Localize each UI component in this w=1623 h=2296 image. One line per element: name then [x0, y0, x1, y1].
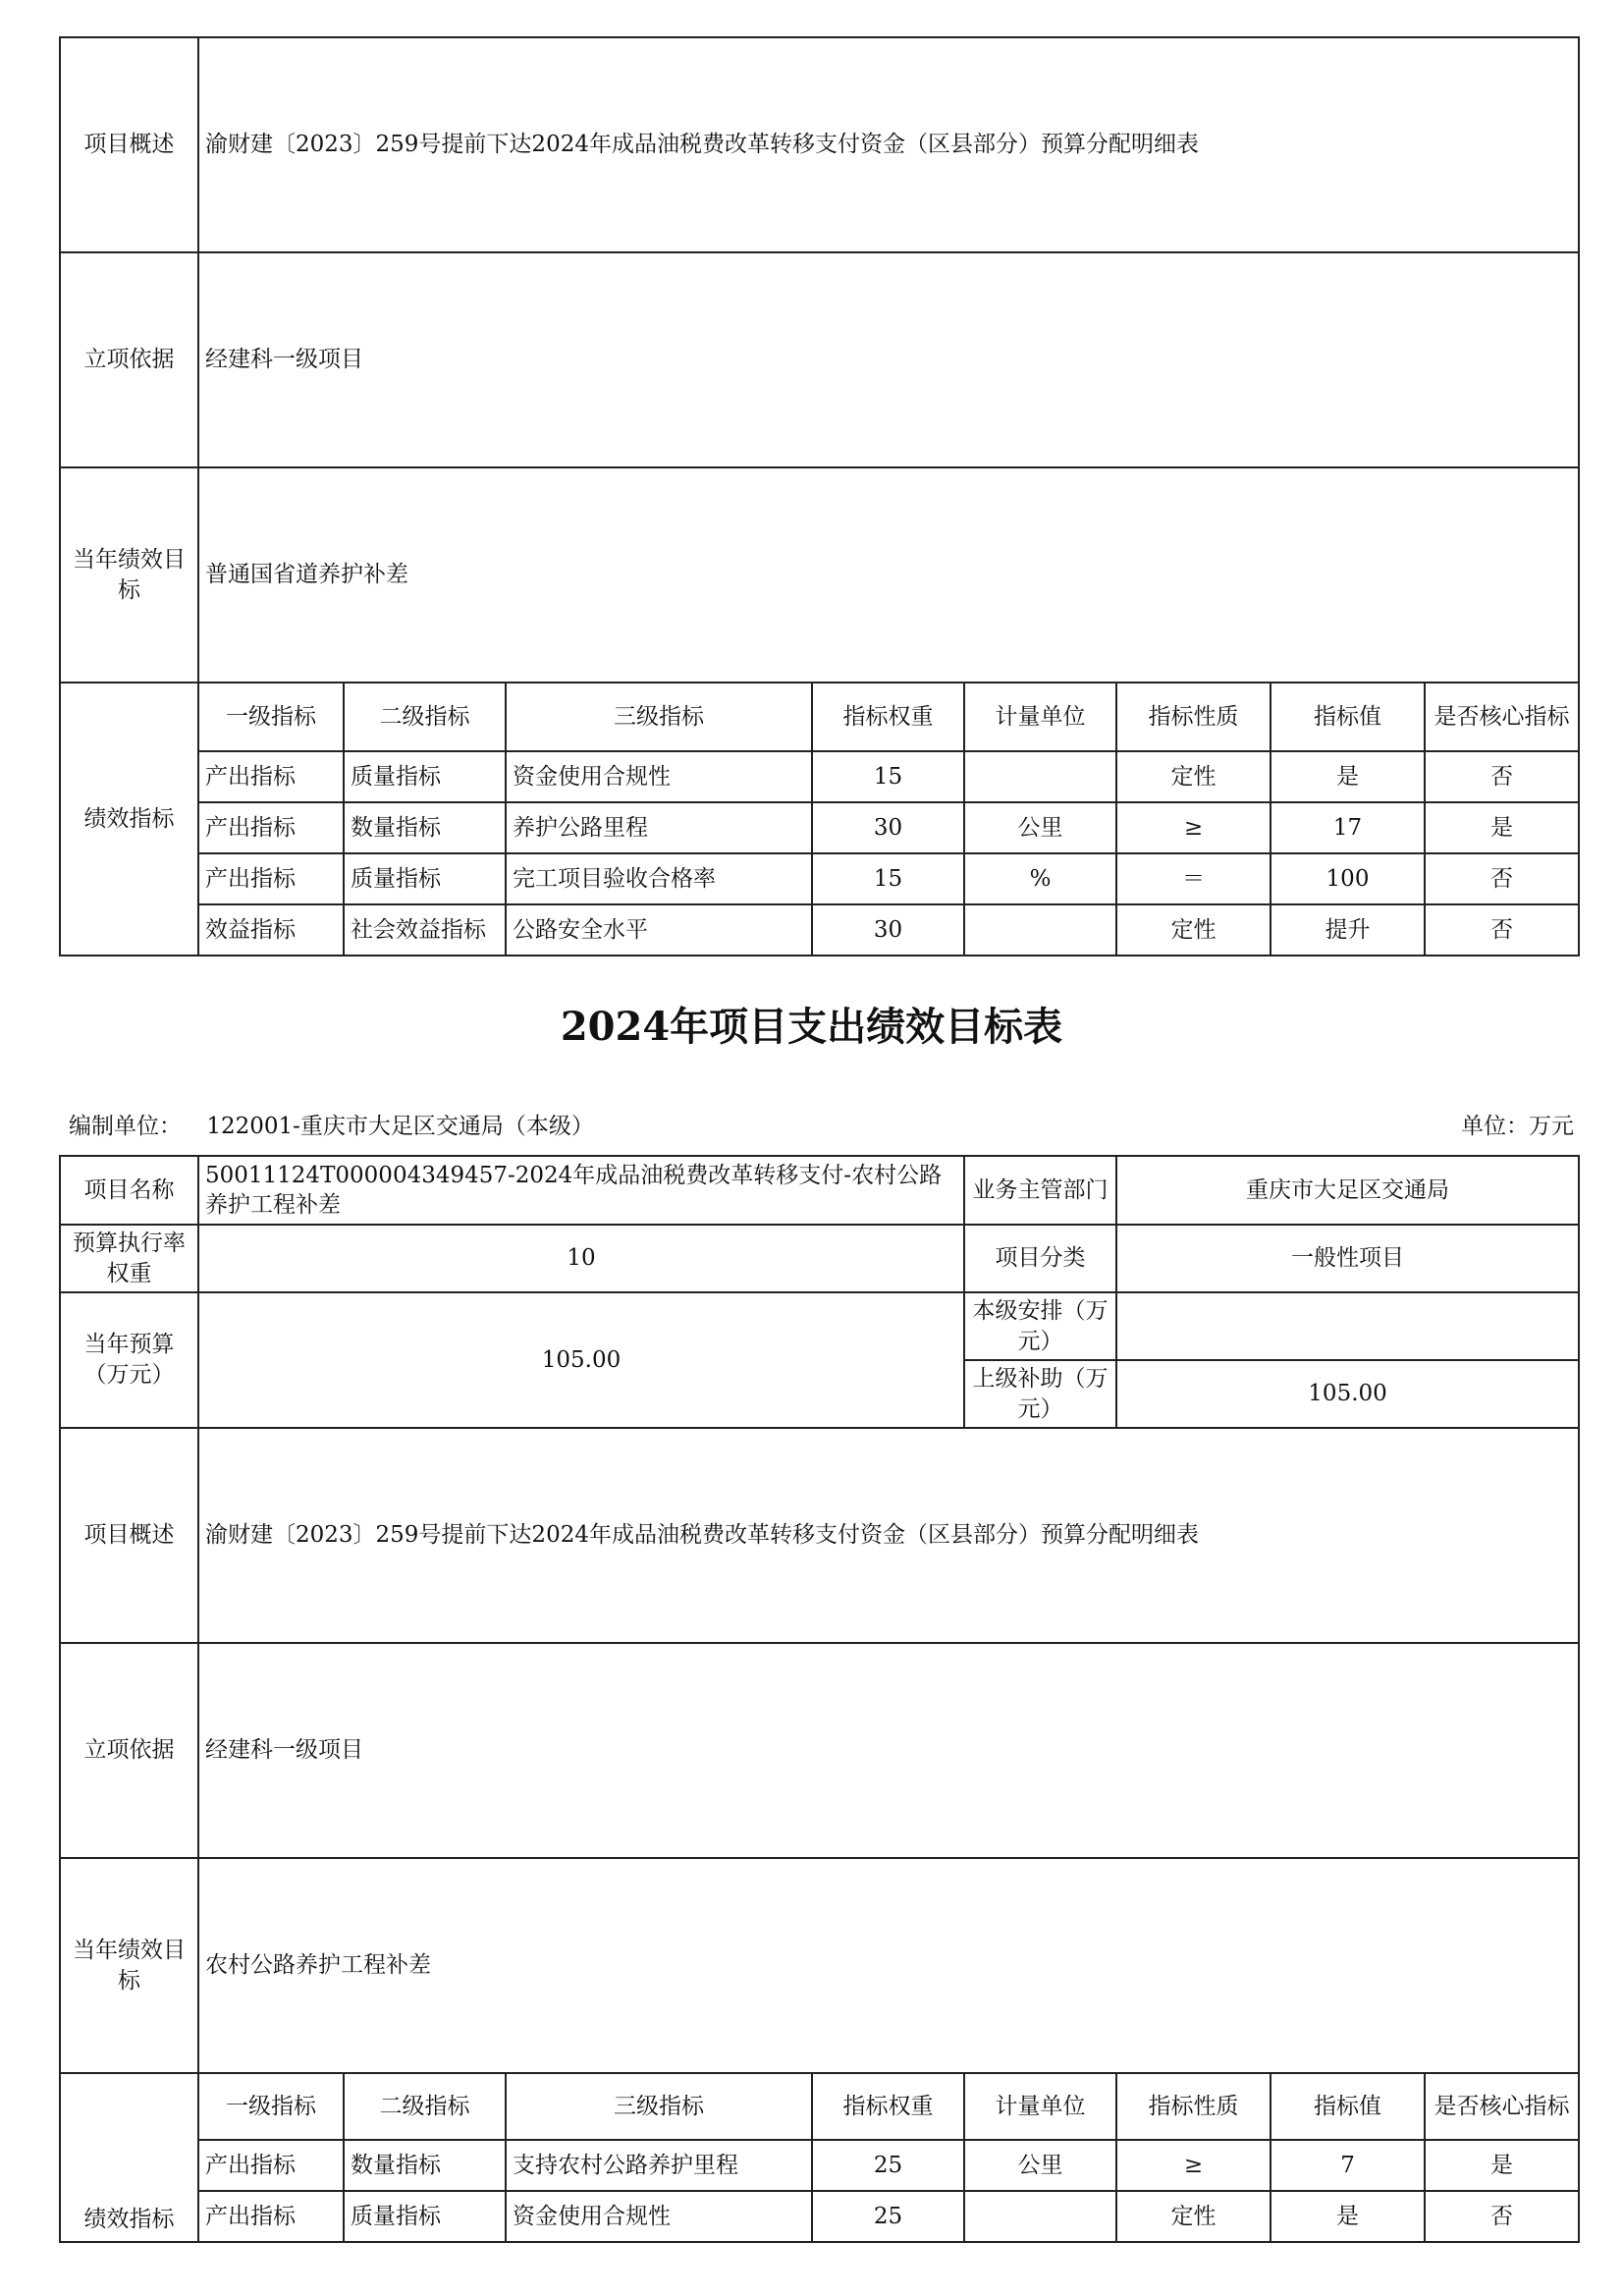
project-name-label: 项目名称: [60, 1156, 198, 1225]
upper-value: 105.00: [1116, 1360, 1579, 1428]
cell: 质量指标: [344, 2191, 506, 2242]
overview-text: 渝财建〔2023〕259号提前下达2024年成品油税费改革转移支付资金（区县部分）预算分配明细表: [198, 37, 1579, 252]
budget-value: 105.00: [198, 1292, 964, 1428]
cell: [964, 2191, 1116, 2242]
exec-rate-value: 10: [198, 1225, 964, 1292]
table-row: [60, 2140, 1579, 2191]
header-cell: 计量单位: [964, 2073, 1116, 2140]
header-cell: 指标值: [1271, 2073, 1425, 2140]
org-line: [69, 1108, 594, 1140]
cell: 否: [1425, 904, 1579, 956]
perf-label: 绩效指标: [60, 683, 198, 956]
cell: 社会效益指标: [344, 904, 506, 956]
header-cell: 二级指标: [344, 683, 506, 751]
cell: 提升: [1271, 904, 1425, 956]
local-label: 本级安排（万元）: [964, 1292, 1116, 1360]
cell: 是: [1271, 2191, 1425, 2242]
upper-label: 上级补助（万元）: [964, 1360, 1116, 1428]
header-cell: 指标值: [1271, 683, 1425, 751]
perf-table-1: [59, 36, 1580, 957]
exec-rate-label: 预算执行率权重: [60, 1225, 198, 1292]
category-label: 项目分类: [964, 1225, 1116, 1292]
cell: 资金使用合规性: [506, 2191, 812, 2242]
cell: 30: [812, 802, 964, 853]
cell: 25: [812, 2140, 964, 2191]
overview-label: 项目概述: [60, 37, 198, 252]
cell: 养护公路里程: [506, 802, 812, 853]
table-row: [60, 802, 1579, 853]
table-row: [60, 904, 1579, 956]
basis-text: 经建科一级项目: [198, 252, 1579, 467]
header-cell: 三级指标: [506, 683, 812, 751]
cell: 产出指标: [198, 2191, 344, 2242]
header-cell: 指标性质: [1116, 683, 1271, 751]
goal-text: 农村公路养护工程补差: [198, 1858, 1579, 2073]
cell: 数量指标: [344, 802, 506, 853]
overview-text: 渝财建〔2023〕259号提前下达2024年成品油税费改革转移支付资金（区县部分）预算分配明细表: [198, 1428, 1579, 1643]
cell: 数量指标: [344, 2140, 506, 2191]
dept-label: 业务主管部门: [964, 1156, 1116, 1225]
cell: [964, 904, 1116, 956]
cell: 质量指标: [344, 853, 506, 904]
cell: 支持农村公路养护里程: [506, 2140, 812, 2191]
cell: 公里: [964, 2140, 1116, 2191]
cell: 产出指标: [198, 802, 344, 853]
project-name-value: 50011124T000004349457-2024年成品油税费改革转移支付-农村公路养护工程补差: [198, 1156, 964, 1225]
header-cell: 指标权重: [812, 2073, 964, 2140]
local-value: [1116, 1292, 1579, 1360]
basis-text: 经建科一级项目: [198, 1643, 1579, 1858]
cell: 30: [812, 904, 964, 956]
cell: 15: [812, 853, 964, 904]
cell: ≥: [1116, 802, 1271, 853]
cell: 定性: [1116, 904, 1271, 956]
table-row: [60, 2191, 1579, 2242]
goal-text: 普通国省道养护补差: [198, 467, 1579, 683]
perf-label: 绩效指标: [60, 2073, 198, 2242]
cell: 25: [812, 2191, 964, 2242]
header-cell: 是否核心指标: [1425, 2073, 1579, 2140]
header-cell: 二级指标: [344, 2073, 506, 2140]
header-cell: 指标权重: [812, 683, 964, 751]
cell: 15: [812, 751, 964, 802]
cell: 是: [1425, 802, 1579, 853]
header-cell: 是否核心指标: [1425, 683, 1579, 751]
cell: 公里: [964, 802, 1116, 853]
budget-label: 当年预算（万元）: [60, 1292, 198, 1428]
cell: 是: [1271, 751, 1425, 802]
cell: 17: [1271, 802, 1425, 853]
org-value: 122001-重庆市大足区交通局（本级）: [206, 1114, 594, 1139]
table-row: [60, 853, 1579, 904]
cell: 否: [1425, 2191, 1579, 2242]
goal-label: 当年绩效目标: [60, 467, 198, 683]
cell: 否: [1425, 751, 1579, 802]
perf-table-2: [59, 1155, 1580, 2243]
cell: 产出指标: [198, 2140, 344, 2191]
header-cell: 计量单位: [964, 683, 1116, 751]
unit-label: 单位：万元: [1461, 1114, 1574, 1139]
cell: 公路安全水平: [506, 904, 812, 956]
cell: 否: [1425, 853, 1579, 904]
cell: 定性: [1116, 2191, 1271, 2242]
category-value: 一般性项目: [1116, 1225, 1579, 1292]
page-title: 2024年项目支出绩效目标表: [560, 1004, 1063, 1050]
basis-label: 立项依据: [60, 1643, 198, 1858]
cell: ≥: [1116, 2140, 1271, 2191]
org-label: 编制单位：: [69, 1114, 182, 1139]
cell: 100: [1271, 853, 1425, 904]
header-cell: 一级指标: [198, 683, 344, 751]
overview-label: 项目概述: [60, 1428, 198, 1643]
cell: 定性: [1116, 751, 1271, 802]
table-row: [60, 751, 1579, 802]
header-cell: 一级指标: [198, 2073, 344, 2140]
dept-value: 重庆市大足区交通局: [1116, 1156, 1579, 1225]
cell: 是: [1425, 2140, 1579, 2191]
goal-label: 当年绩效目标: [60, 1858, 198, 2073]
cell: 产出指标: [198, 751, 344, 802]
cell: 完工项目验收合格率: [506, 853, 812, 904]
header-cell: 指标性质: [1116, 2073, 1271, 2140]
header-cell: 三级指标: [506, 2073, 812, 2140]
cell: 7: [1271, 2140, 1425, 2191]
cell: 资金使用合规性: [506, 751, 812, 802]
cell: 产出指标: [198, 853, 344, 904]
cell: [964, 751, 1116, 802]
cell: ＝: [1116, 853, 1271, 904]
basis-label: 立项依据: [60, 252, 198, 467]
cell: 效益指标: [198, 904, 344, 956]
cell: %: [964, 853, 1116, 904]
cell: 质量指标: [344, 751, 506, 802]
